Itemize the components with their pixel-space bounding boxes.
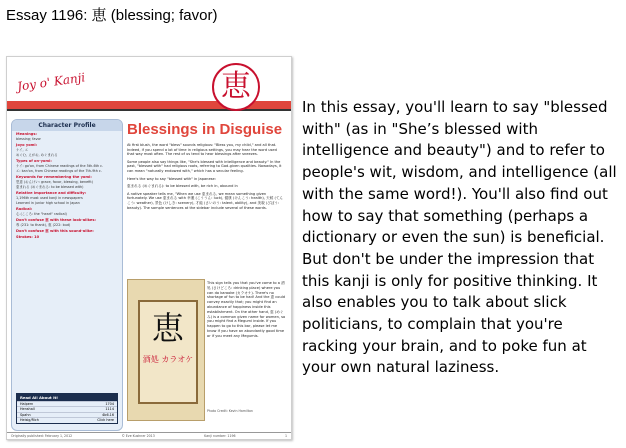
table-cell-value: 1704 (105, 401, 114, 406)
joyo-label: Joyo yomi: (16, 143, 38, 147)
frequency-line-1: 1,196th most used kanji in newspapers (16, 196, 83, 200)
table-cell-name: Spahn (20, 412, 31, 417)
lookalikes-label: Don't confuse 恵 with these look-alikes: (16, 218, 96, 222)
essay-page-thumbnail[interactable] (6, 56, 292, 440)
sign-photo (127, 279, 205, 421)
table-row (17, 417, 117, 423)
body-paragraph: Some people also say things like, "She's blessed with intelligence and beauty." In the past, "blessed with" had religious roots, referring to God-given qualities. Nowadays, it can mean "naturally endowed with," which has a secular feeling. (127, 159, 282, 173)
soundalike-label: Don't confuse 恵 with this sound-alike: (16, 229, 94, 233)
photo-credit: Photo Credit: Kevin Hamilton (207, 409, 253, 413)
brand-logo: Joy o' Kanji (16, 70, 87, 94)
brand-bar-underline (7, 109, 291, 111)
keywords-line-1: 恩恵 (おんけい: grace, favor, blessing, benefit) (16, 180, 93, 184)
kanji-emblem: 恵 (212, 63, 260, 111)
essay-heading: Blessings in Disguise (127, 121, 283, 138)
table-cell-name: Heisig/Rich (20, 418, 39, 423)
character-profile-sidebar (11, 119, 123, 431)
strokes-label: Strokes: 10 (16, 235, 40, 239)
lookalikes-value: 専 (231: to thank), 惠 (222: bud) (16, 223, 71, 227)
body-paragraph: A native speaker tells me, "When we use 恵まれる, we mean something given fortunately. We use 恵まれる with 幸運 (こううん: luck), 健康 (けんこう: health), 天候 (てんこう: weather), 景色 (けしき: scenery), 才能 (さいのう: talent, ability), and 美貌 (びぼう: beauty). The sample sentences at the sidebar include several of these words. (127, 191, 284, 210)
footer-number: Kanji number: 1196 (204, 434, 236, 438)
essay-title: Essay 1196: 恵 (blessing; favor) (6, 7, 218, 24)
footer-page: 1 (284, 434, 287, 438)
sign-kanji: 恵 (151, 309, 184, 347)
read-all-about-it-table (16, 393, 118, 424)
karaoke-sign (138, 300, 198, 404)
sign-subtitle: 酒処 カラオケ (142, 355, 194, 364)
footer-published: Originally published: February 1, 2012 (11, 434, 73, 438)
table-cell-value: 1114 (105, 407, 114, 412)
body-paragraph: At first blush, the word "bless" sounds religious: "Bless you, my child," and all that. Indeed, if you spend a lot of time in religious settings, you may hear the word used that way most often. The rest of us tend to hear blessings after sneezes. (127, 143, 277, 157)
table-cell-link[interactable]: Click here (97, 418, 114, 423)
table-cell-value: 4b6.16 (102, 412, 114, 417)
onyomi-value: ケイ, エ (16, 148, 29, 152)
sidebar-title: Character Profile (12, 120, 122, 131)
frequency-label: Relative importance and difficulty: (16, 191, 87, 195)
meanings-label: Meanings: (16, 132, 37, 136)
types-line-2: エ: kan'on, from Chinese readings of the 7th-9th c. (16, 169, 102, 173)
table-cell-name: Henshall (20, 407, 35, 412)
meanings-value: blessing; favor (16, 137, 41, 141)
footer-copyright: © Eve Kushner 2013 (121, 434, 155, 438)
essay-description: In this essay, you'll learn to say "blessed with" (as in "She’s blessed with intelligence and beauty") and to refer to people's wit, wisdom, and intelligence (all with the same word!). You'll also find out how to say that something (perhaps a dictionary or even the sun) is beneficial. But don't be under the impression that this kanji is only for positive thinking. It also enables you to talk about slick politicians, to complain that you're racking your brain, and to poke fun at your own natural laziness. (302, 98, 617, 377)
radical-label: Radical: (16, 207, 33, 211)
keywords-line-2: 恵まれる (めぐまれる: to be blessed with) (16, 185, 84, 189)
types-label: Types of on-yomi: (16, 159, 52, 163)
frequency-line-2: Learned in junior high school in Japan (16, 201, 80, 205)
table-title: Read All About It! (17, 394, 117, 401)
photo-caption: This sign tells you that you've come to a 酒処 (さけどころ: drinking place) where you can do karaoke (カラオケ). There's no shortage of fun to be had! And the 恵 could convey exactly that; you might find an abundance of happiness inside this establishment. On the other hand, 恵 (めぐみ) is a common given name for women, so you might find a Megumi inside. If you happen to go to this bar, please let me know if you have an abundantly good time or if you meet any Megumis. (207, 281, 286, 338)
table-cell-name: Halpern (20, 401, 34, 406)
kunyomi-value: めぐむ, えがお, めぐまれる (16, 153, 58, 157)
radical-value: 心 (こころ: the "heart" radical) (16, 212, 67, 216)
page-footer (7, 432, 291, 439)
keywords-label: Keywords for remembering the yomi: (16, 175, 92, 179)
body-paragraph: 恵まれる (めぐまれる): to be blessed with, be rich in, abound in (127, 184, 238, 189)
essay-body (127, 143, 285, 213)
types-line-1: ケイ: go'on, from Chinese readings of the 5th-6th c. (16, 164, 104, 168)
body-paragraph: Here's the way to say "blessed with" in Japanese: (127, 176, 216, 181)
